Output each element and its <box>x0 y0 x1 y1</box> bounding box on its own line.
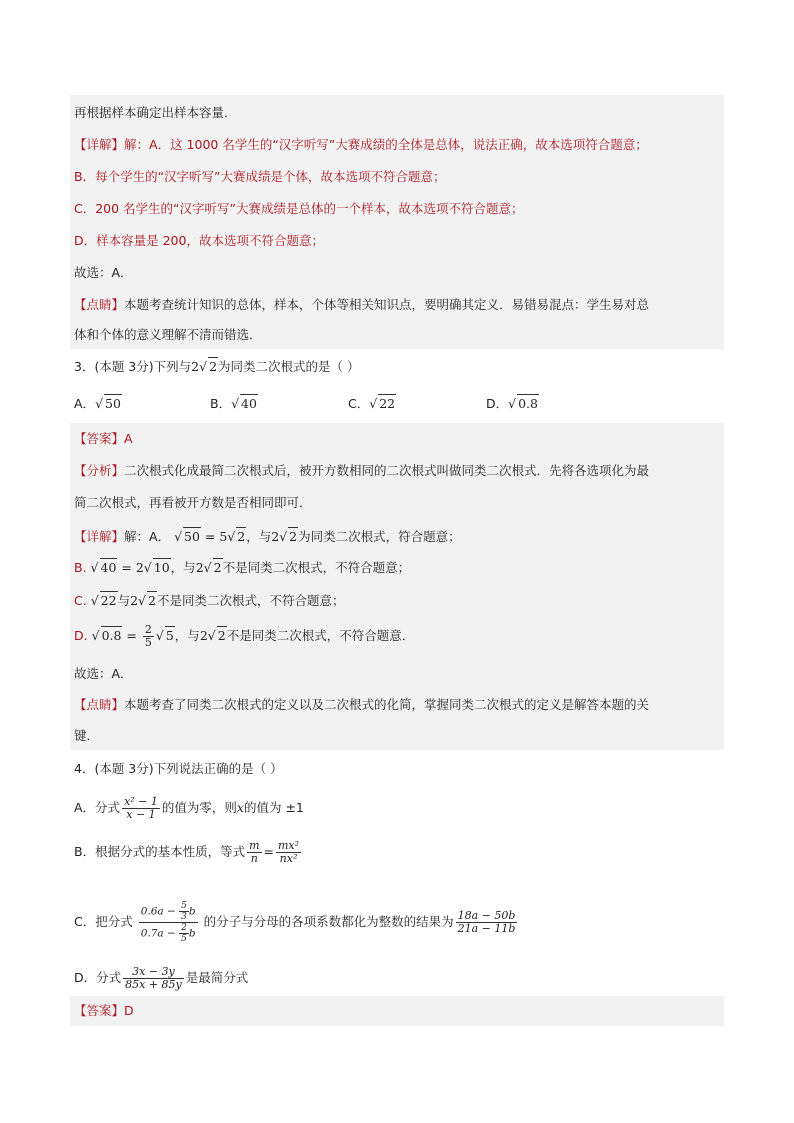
q3-choose: 故选：A． <box>74 666 133 681</box>
q2-choose: 故选：A． <box>74 265 133 280</box>
q3-comment-2: 键． <box>74 728 100 743</box>
sqrt-symbol: √ <box>199 359 208 374</box>
comment-tag: 【点睛】 <box>74 297 125 312</box>
q3-answer: 【答案】A <box>74 431 133 446</box>
q3-option-b[interactable]: B．√ 40 <box>210 396 257 411</box>
q3-detail-b: B. √ 40 = 2√ 10，与2√ 2不是同类二次根式，不符合题意； <box>74 560 411 575</box>
q4-answer: 【答案】D <box>74 1003 134 1018</box>
q2-intro: 再根据样本确定出样本容量． <box>74 105 237 120</box>
q2-detail-c: C．200 名学生的“汉字听写”大赛成绩是总体的一个样本，故本选项不符合题意； <box>74 201 524 216</box>
q4-option-b[interactable]: B．根据分式的基本性质，等式 $\frac{m}{n}$ = $\frac{\text{mx²}}{\text{nx²}}$ <box>74 839 300 865</box>
q4-option-d[interactable]: D．分式 $\frac{3x - 3y}{85x + 85y}$ 是最简分式 <box>74 965 249 991</box>
q3-analysis-1: 【分析】二次根式化成最简二次根式后，被开方数相同的二次根式叫做同类二次根式．先将各选项化为最 <box>74 463 650 478</box>
q2-comment-2: 体和个体的意义理解不清而错选． <box>74 327 262 342</box>
answer-tag: 【答案】 <box>74 431 125 446</box>
q3-comment-1: 【点睛】本题考查了同类二次根式的定义以及二次根式的化简，掌握同类二次根式的定义是解答本题的关 <box>74 697 650 712</box>
detail-tag: 【详解】 <box>74 137 125 152</box>
q3-detail-d: D. √ 0.8 = $\frac{2}{5}$ √ 5，与2√ 2不是同类二次根式，不符合题意． <box>74 623 415 649</box>
q3-analysis-2: 简二次根式，再看被开方数是否相同即可． <box>74 495 312 510</box>
q2-detail-d: D．样本容量是 200，故本选项不符合题意； <box>74 233 324 248</box>
q2-comment-1: 【点睛】本题考查统计知识的总体，样本，个体等相关知识点，要明确其定义．易错易混点：学生易对总 <box>74 297 650 312</box>
q3-detail-a: 【详解】解：A． √ 50 = 5√ 2，与2√ 2为同类二次根式，符合题意； <box>74 529 461 544</box>
q4-stem: 4．(本题 3分)下列说法正确的是（ ） <box>74 761 283 776</box>
q3-option-a[interactable]: A．√ 50 <box>74 396 121 411</box>
q4-option-c[interactable]: C．把分式 0.6a − $\frac{5}{3}$ b 0.7a − $\frac{2}{5}$ b 的分子与分母的各项系数都化为整数的结果为 $\frac{18a - 50b}{21a - 11b}$ <box>74 901 516 944</box>
analysis-tag: 【分析】 <box>74 463 125 478</box>
q4-answer-block <box>70 996 724 1026</box>
q4-option-a[interactable]: A．分式 $\frac{\text{x² − 1}}{x - 1}$ 的值为零，则x的值为 ±1 <box>74 795 304 821</box>
q3-stem: 3．(本题 3分)下列与2√ 2为同类二次根式的是（ ） <box>74 359 360 374</box>
q2-detail-b: B．每个学生的“汉字听写”大赛成绩是个体，故本选项不符合题意； <box>74 169 446 184</box>
q2-detail-a: 【详解】解：A．这 1000 名学生的“汉字听写”大赛成绩的全体是总体，说法正确，故本选项符合题意； <box>74 137 648 152</box>
q3-detail-c: C. √ 22与2√ 2不是同类二次根式，不符合题意； <box>74 593 345 608</box>
q3-option-c[interactable]: C．√ 22 <box>348 396 396 411</box>
q3-option-d[interactable]: D．√ 0.8 <box>486 396 538 411</box>
